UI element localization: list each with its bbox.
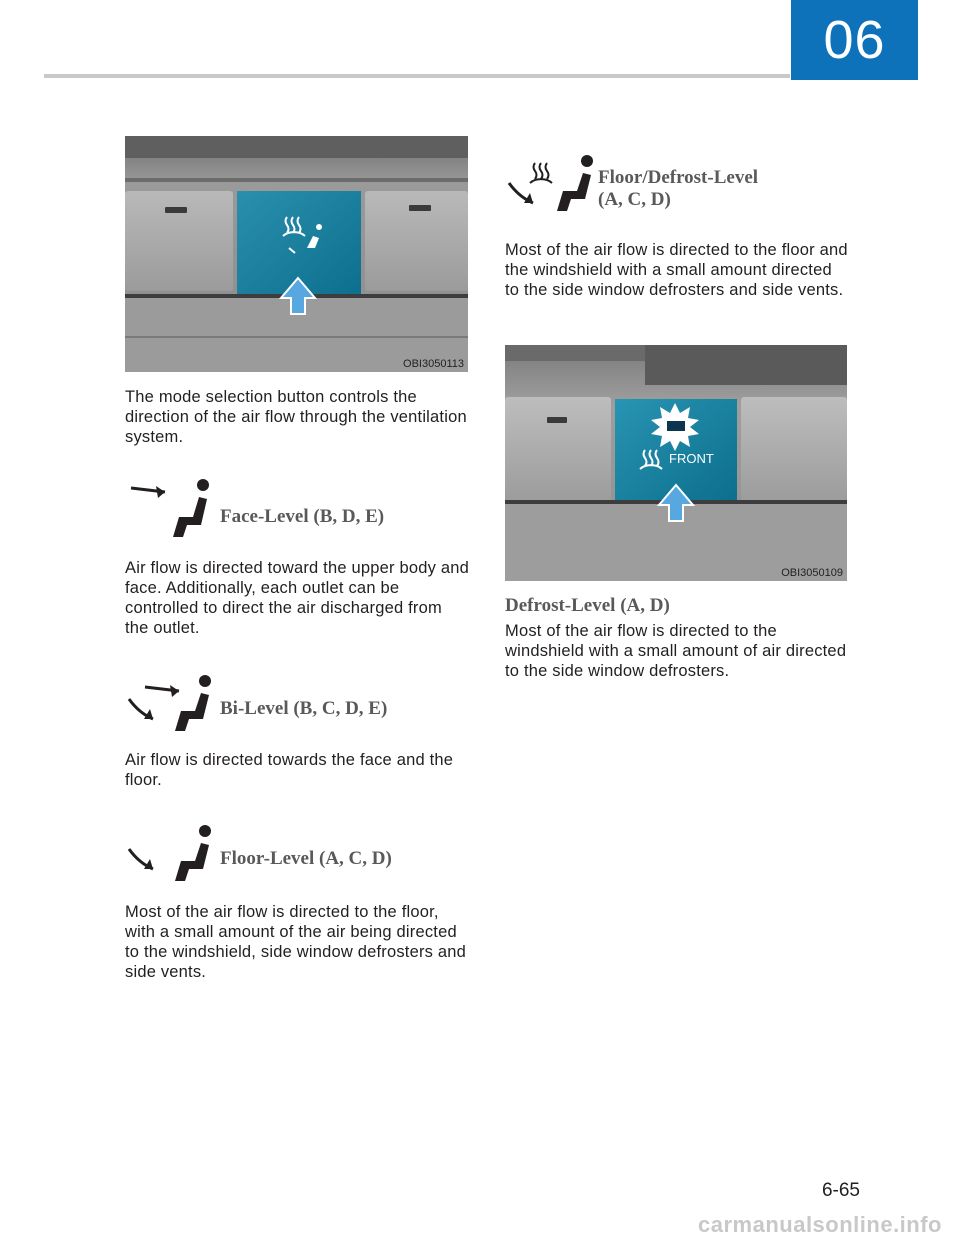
face-level-icon	[125, 475, 215, 539]
bi-level-icon	[125, 673, 215, 733]
front-defrost-illustration	[505, 345, 847, 581]
floor-defrost-title-line2: (A, C, D)	[598, 189, 671, 210]
face-level-text: Air flow is directed toward the upper body and face. Additionally, each outlet can be controlled to direct the air discharged from the outlet.	[125, 559, 469, 637]
floor-level-icon	[125, 823, 215, 883]
figure1-caption: OBI3050113	[403, 358, 464, 370]
figure2-caption: OBI3050109	[781, 567, 843, 579]
chapter-tab: 06	[791, 0, 918, 80]
mode-button-photo	[125, 136, 468, 372]
face-level-title: Face-Level (B, D, E)	[220, 506, 385, 527]
floor-defrost-title-line1: Floor/Defrost-Level	[598, 167, 759, 188]
mode-button-illustration	[125, 136, 468, 372]
watermark: carmanualsonline.info	[698, 1212, 942, 1237]
floor-defrost-level-icon	[505, 153, 595, 213]
floor-level-text: Most of the air flow is directed to the floor, with a small amount of the air being directed to the windshield, side window defrosters and side vents.	[125, 903, 467, 981]
bi-level-text: Air flow is directed towards the face and the floor.	[125, 751, 454, 789]
floor-defrost-text: Most of the air flow is directed to the floor and the windshield with a small amount directed to the side window defrosters and side vents.	[505, 241, 848, 299]
front-defrost-photo	[505, 345, 847, 581]
defrost-level-text: Most of the air flow is directed to the windshield with a small amount of air directed to the side window defrosters.	[505, 622, 847, 680]
header-rule	[44, 74, 790, 78]
defrost-level-title: Defrost-Level (A, D)	[505, 595, 670, 616]
intro-text: The mode selection button controls the direction of the air flow through the ventilation system.	[125, 388, 467, 446]
bi-level-title: Bi-Level (B, C, D, E)	[220, 698, 388, 719]
page-number: 6-65	[821, 1180, 860, 1201]
floor-level-title: Floor-Level (A, C, D)	[220, 848, 392, 869]
front-button-label: FRONT	[669, 451, 714, 466]
